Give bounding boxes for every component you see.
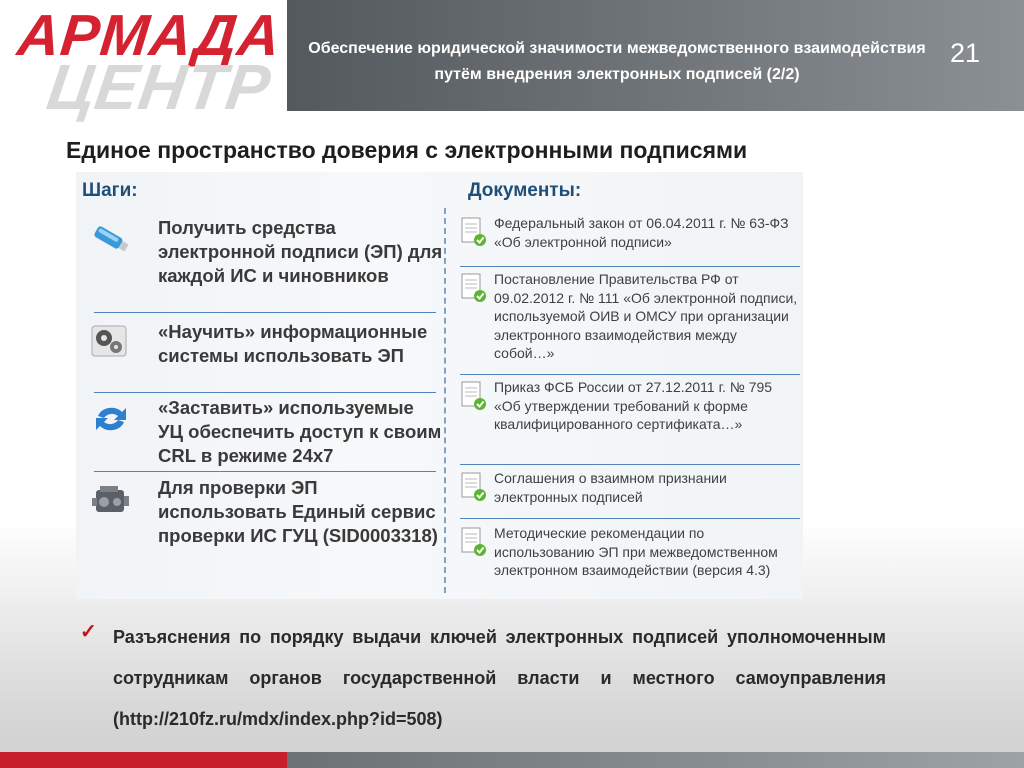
content-panel [76,172,803,599]
logo-centr-text: ЦЕНТР [42,51,276,123]
step-item [76,318,438,390]
document-text: Приказ ФСБ России от 27.12.2011 г. № 795 «Об утверждении требований к форме квалифицированного сертификата…» [494,379,773,432]
step-divider [94,312,436,313]
usb-token-icon [90,218,132,260]
slide-title: Обеспечение юридической значимости межведомственного взаимодействия путём внедрения электронных подписей (2/2) [308,40,926,83]
documents-column [456,172,803,599]
step-item [76,214,443,314]
step-text: Для проверки ЭП использовать Единый сервис проверки ИС ГУЦ (SID0003318) [158,477,438,546]
documents-title: Документы: [468,180,582,201]
document-check-icon [460,272,488,304]
step-item [76,396,442,468]
step-text: «Заставить» используемые УЦ обеспечить доступ к своим CRL в режиме 24x7 [158,397,442,466]
document-divider [460,266,800,267]
logo-armada-text: АРМАДА [14,3,285,68]
document-divider [460,374,800,375]
document-check-icon [460,216,488,248]
footer-bar-grey [287,752,1024,768]
document-check-icon [460,471,488,503]
document-check-icon [460,380,488,412]
document-text: Постановление Правительства РФ от 09.02.2012 г. № 111 «Об электронной подписи, используемой ОИВ и ОМСУ при организации электронного взаимодействия между собой…» [494,271,798,361]
engine-icon [90,480,132,522]
step-divider [94,392,436,393]
footnote-text: Разъяснения по порядку выдачи ключей электронных подписей уполномоченным сотрудникам органов государственной власти и местного самоуправления (http://210fz.ru/mdx/index.php?id=508) [113,627,886,729]
step-divider [94,471,436,472]
step-item [76,476,438,576]
step-text: «Научить» информационные системы использовать ЭП [158,321,428,366]
steps-column [76,172,441,599]
steps-title: Шаги: [82,180,138,201]
document-text: Соглашения о взаимном признании электронных подписей [494,470,727,505]
footer-bar-red [0,752,287,768]
document-check-icon [460,526,488,558]
logo [0,0,287,123]
header-bar [287,0,1024,111]
column-divider [444,208,448,593]
gears-icon [90,320,132,362]
document-text: Методические рекомендации по использованию ЭП при межведомственном электронном взаимодействии (версия 4.3) [494,525,778,578]
section-heading: Единое пространство доверия с электронными подписями [66,137,748,163]
sync-arrows-icon [90,398,132,440]
step-text: Получить средства электронной подписи (ЭП) для каждой ИС и чиновников [158,217,443,286]
checkmark-icon: ✓ [80,621,97,643]
slide-number: 21 [949,38,980,68]
document-divider [460,464,800,465]
document-text: Федеральный закон от 06.04.2011 г. № 63-ФЗ «Об электронной подписи» [494,215,789,250]
document-divider [460,518,800,519]
